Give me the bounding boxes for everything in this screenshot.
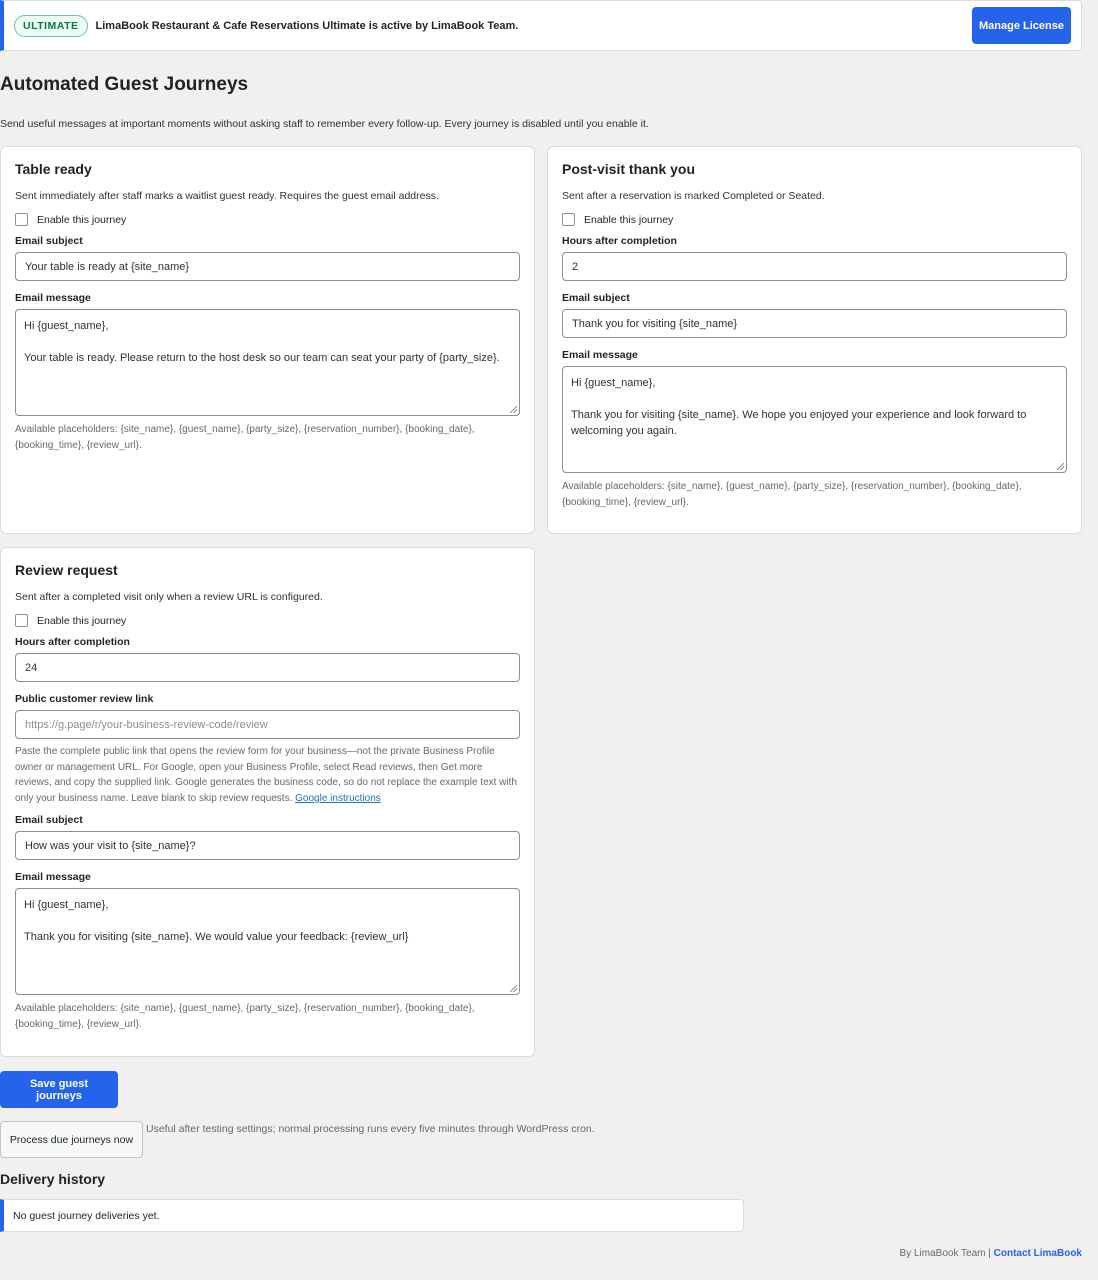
review-link-label: Public customer review link — [15, 693, 154, 705]
resize-handle-icon[interactable] — [510, 985, 517, 992]
footer-by: By LimaBook Team | — [899, 1248, 991, 1259]
email-message-label: Email message — [15, 871, 91, 883]
license-notice-text: LimaBook Restaurant & Cafe Reservations Ultimate is active by LimaBook Team. — [95, 19, 519, 32]
email-message-textarea[interactable] — [15, 888, 520, 995]
email-subject-input[interactable]: How was your visit to {site_name}? — [15, 831, 520, 860]
delivery-history-empty-text: No guest journey deliveries yet. — [13, 1209, 160, 1222]
email-message-text: Hi {guest_name}, Thank you for visiting {site_name}. We hope you enjoyed your experience and look forward to welcoming you again. — [571, 377, 1027, 437]
card-description: Sent immediately after staff marks a waitlist guest ready. Requires the guest email address. — [15, 190, 439, 202]
email-message-text: Hi {guest_name}, Thank you for visiting {site_name}. We would value your feedback: {review_url} — [24, 899, 409, 943]
enable-journey-row[interactable] — [15, 614, 520, 627]
email-message-textarea[interactable] — [562, 366, 1067, 473]
placeholders-hint: Available placeholders: {site_name}, {guest_name}, {party_size}, {reservation_number}, {booking_date}, {booking_time}, {review_url}. — [562, 481, 1022, 508]
email-message-textarea[interactable] — [15, 309, 520, 416]
resize-handle-icon[interactable] — [1057, 463, 1064, 470]
hours-label: Hours after completion — [15, 636, 130, 648]
review-request-card — [0, 547, 535, 1057]
page-intro: Send useful messages at important moments without asking staff to remember every follow-up. Every journey is disabled until you enable it. — [0, 118, 649, 130]
hours-input[interactable]: 24 — [15, 653, 520, 682]
resize-handle-icon[interactable] — [510, 406, 517, 413]
process-note: Useful after testing settings; normal processing runs every five minutes through WordPress cron. — [146, 1123, 595, 1135]
hours-input[interactable]: 2 — [562, 252, 1067, 281]
placeholders-hint: Available placeholders: {site_name}, {guest_name}, {party_size}, {reservation_number}, {booking_date}, {booking_time}, {review_url}. — [15, 424, 475, 451]
enable-journey-row[interactable] — [15, 213, 520, 226]
email-subject-label: Email subject — [562, 292, 630, 304]
thank-you-card — [547, 146, 1082, 534]
card-description: Sent after a reservation is marked Completed or Seated. — [562, 190, 825, 202]
email-subject-label: Email subject — [15, 235, 83, 247]
email-message-label: Email message — [562, 349, 638, 361]
delivery-history-title: Delivery history — [0, 1171, 106, 1187]
hours-label: Hours after completion — [562, 235, 677, 247]
card-description: Sent after a completed visit only when a review URL is configured. — [15, 591, 323, 603]
card-title: Review request — [15, 562, 118, 578]
enable-journey-label: Enable this journey — [37, 213, 127, 226]
review-link-help — [15, 744, 520, 806]
footer — [900, 1248, 1082, 1259]
enable-journey-label: Enable this journey — [37, 614, 127, 627]
email-message-label: Email message — [15, 292, 91, 304]
table-ready-card — [0, 146, 535, 534]
save-guest-journeys-button[interactable]: Save guest journeys — [0, 1071, 118, 1108]
enable-journey-checkbox[interactable] — [15, 213, 28, 226]
license-notice — [0, 0, 1082, 51]
email-subject-label: Email subject — [15, 814, 83, 826]
enable-journey-row[interactable] — [562, 213, 1067, 226]
delivery-history-empty — [0, 1199, 744, 1232]
email-message-text: Hi {guest_name}, Your table is ready. Please return to the host desk so our team can seat your party of {party_size}. — [24, 320, 500, 364]
enable-journey-checkbox[interactable] — [15, 614, 28, 627]
enable-journey-label: Enable this journey — [584, 213, 674, 226]
process-due-journeys-button[interactable]: Process due journeys now — [0, 1121, 143, 1158]
page-title: Automated Guest Journeys — [0, 74, 249, 95]
enable-journey-checkbox[interactable] — [562, 213, 575, 226]
card-title: Post-visit thank you — [562, 161, 696, 177]
ultimate-badge: ULTIMATE — [14, 15, 88, 37]
email-subject-input[interactable]: Thank you for visiting {site_name} — [562, 309, 1067, 338]
review-link-help-text: Paste the complete public link that opens the review form for your business—not the private Business Profile owner or management URL. For Google, open your Business Profile, select Read reviews, then Get more reviews, and copy the supplied link. Google generates the business code, so do not replace the example text with only your business name. Leave blank to skip review requests. — [15, 746, 517, 804]
google-instructions-link[interactable]: Google instructions — [295, 792, 381, 804]
email-subject-input[interactable]: Your table is ready at {site_name} — [15, 252, 520, 281]
manage-license-button[interactable]: Manage License — [972, 7, 1071, 44]
placeholders-hint: Available placeholders: {site_name}, {guest_name}, {party_size}, {reservation_number}, {booking_date}, {booking_time}, {review_url}. — [15, 1003, 475, 1030]
card-title: Table ready — [15, 161, 92, 177]
contact-limabook-link[interactable]: Contact LimaBook — [993, 1248, 1082, 1259]
review-link-input[interactable]: https://g.page/r/your-business-review-code/review — [15, 710, 520, 739]
